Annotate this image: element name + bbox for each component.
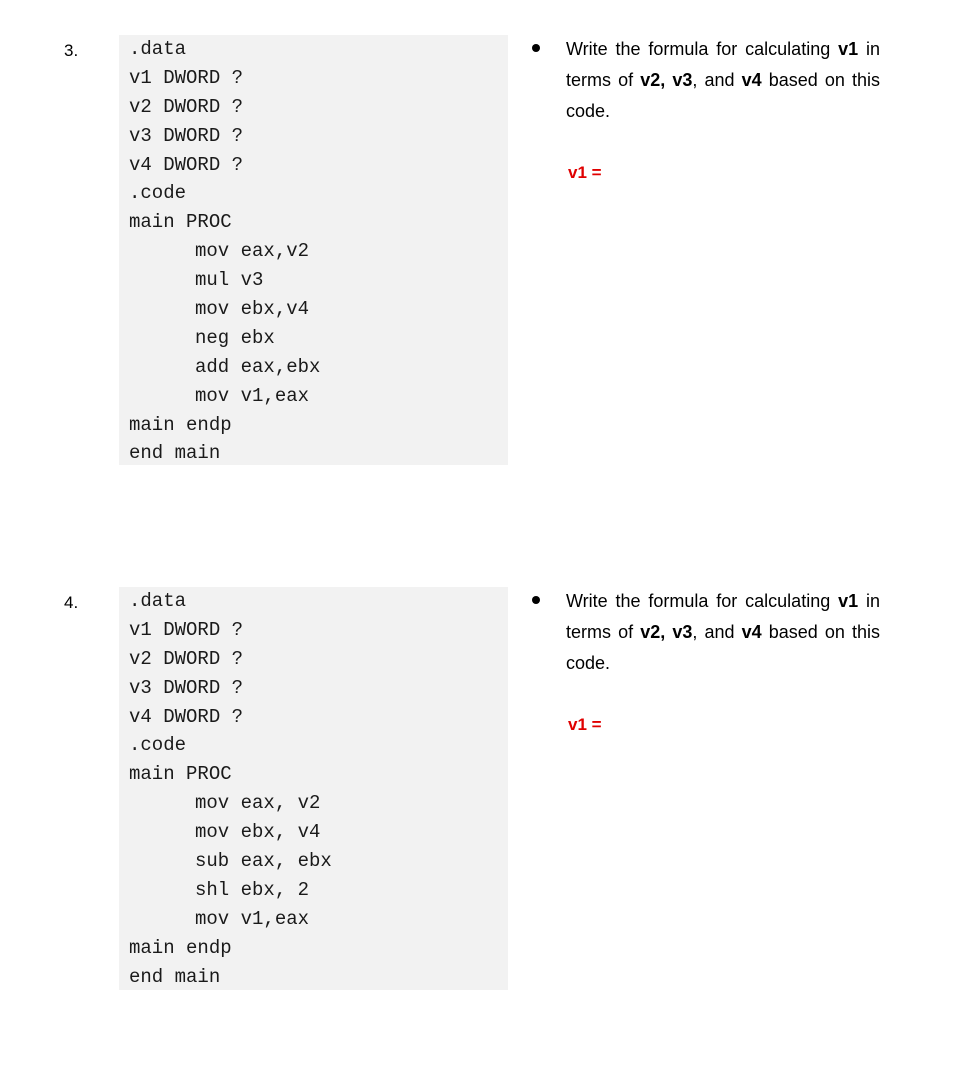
code-line: .code xyxy=(129,182,187,205)
code-line: v3 DWORD ? xyxy=(129,676,244,699)
code-line: mov eax, v2 xyxy=(195,792,321,815)
code-line: add eax,ebx xyxy=(195,355,321,378)
code-line: .data xyxy=(129,590,187,612)
code-line: v2 DWORD ? xyxy=(129,647,244,670)
code-block xyxy=(119,35,508,465)
code-line: v1 DWORD ? xyxy=(129,66,244,89)
code-line: mov v1,eax xyxy=(195,384,310,407)
code-line: main PROC xyxy=(129,211,232,234)
code-line: v3 DWORD ? xyxy=(129,124,244,147)
code-line: v4 DWORD ? xyxy=(129,153,244,176)
question-number: 3. xyxy=(64,41,79,60)
code-line: .data xyxy=(129,38,187,60)
code-line: sub eax, ebx xyxy=(195,850,332,873)
code-line: neg ebx xyxy=(195,326,275,349)
bullet-icon xyxy=(532,596,540,604)
code-line: main PROC xyxy=(129,763,232,786)
code-line: mul v3 xyxy=(195,269,264,292)
code-line: mov v1,eax xyxy=(195,907,310,930)
code-block xyxy=(119,587,508,990)
question-number: 4. xyxy=(64,593,79,612)
answer-label: v1 = xyxy=(568,163,602,182)
code-line: .code xyxy=(129,734,187,757)
code-line: shl ebx, 2 xyxy=(195,878,310,901)
bullet-icon xyxy=(532,44,540,52)
code-line: mov ebx, v4 xyxy=(195,821,321,844)
code-line: mov eax,v2 xyxy=(195,240,310,263)
answer-label: v1 = xyxy=(568,715,602,734)
code-line: main endp xyxy=(129,413,232,436)
code-line: v1 DWORD ? xyxy=(129,618,244,641)
code-line: v4 DWORD ? xyxy=(129,705,244,728)
code-line: main endp xyxy=(129,936,232,959)
code-line: end main xyxy=(129,442,221,465)
code-line: end main xyxy=(129,965,221,988)
code-line: mov ebx,v4 xyxy=(195,298,310,321)
prompt-text: Write the formula for calculating v1 in terms of v2, v3, and v4 based on this code. xyxy=(566,39,881,121)
prompt-text: Write the formula for calculating v1 in terms of v2, v3, and v4 based on this code. xyxy=(566,591,881,673)
code-line: v2 DWORD ? xyxy=(129,95,244,118)
